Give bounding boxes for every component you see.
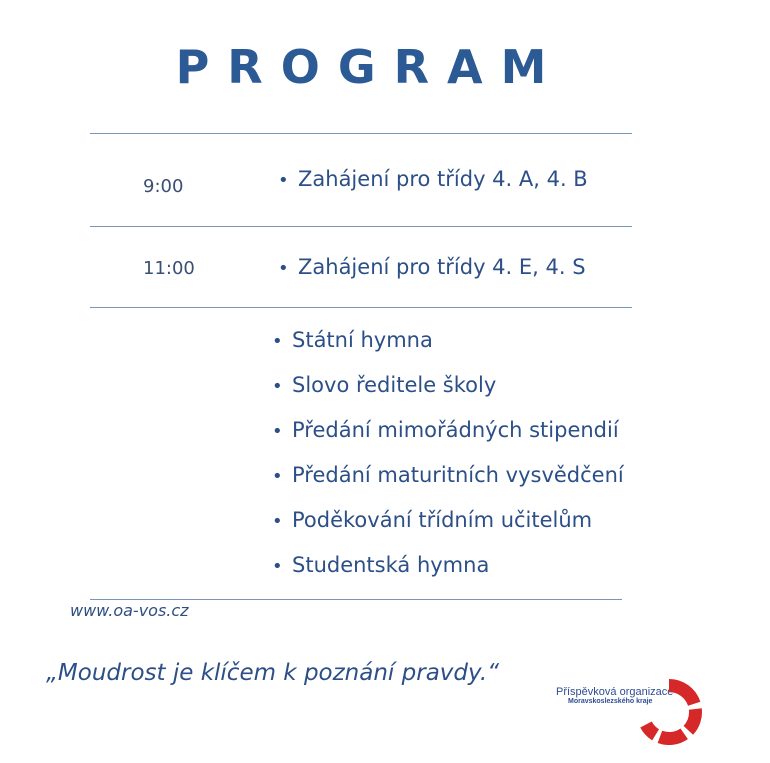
list-item-label: Studentská hymna — [292, 553, 490, 577]
organization-line1: Příspěvková organizace — [556, 686, 674, 698]
list-item — [272, 547, 624, 592]
list-item-label: Poděkování třídním učitelům — [292, 508, 593, 532]
divider-line — [90, 307, 632, 308]
list-item — [272, 502, 624, 547]
logo-icon — [636, 679, 702, 745]
list-item-label: Předání mimořádných stipendií — [292, 418, 619, 442]
list-item — [272, 412, 624, 457]
divider-line — [90, 133, 632, 134]
list-item-label: Slovo ředitele školy — [292, 373, 497, 397]
divider-line — [90, 226, 632, 227]
divider-line — [90, 599, 622, 600]
list-item-label: Předání maturitních vysvědčení — [292, 463, 624, 487]
bullet-icon: • — [272, 331, 283, 352]
schedule-item-label: Zahájení pro třídy 4. E, 4. S — [298, 255, 586, 279]
organization-line2: Moravskoslezského kraje — [568, 698, 653, 705]
program-list — [272, 322, 624, 592]
list-item-label: Státní hymna — [292, 328, 433, 352]
schedule-item — [278, 167, 588, 191]
bullet-icon: • — [272, 556, 283, 577]
motto-quote: „Moudrost je klíčem k poznání pravdy.“ — [46, 660, 500, 686]
list-item — [272, 367, 624, 412]
page-title: PROGRAM — [175, 40, 565, 94]
schedule-time: 11:00 — [143, 258, 195, 279]
schedule-item — [278, 255, 586, 279]
schedule-item-label: Zahájení pro třídy 4. A, 4. B — [298, 167, 588, 191]
schedule-time: 9:00 — [143, 176, 184, 197]
bullet-icon: • — [278, 170, 289, 191]
bullet-icon: • — [272, 511, 283, 532]
bullet-icon: • — [272, 421, 283, 442]
list-item — [272, 457, 624, 502]
bullet-icon: • — [272, 466, 283, 487]
bullet-icon: • — [278, 258, 289, 279]
list-item — [272, 322, 624, 367]
website-link[interactable]: www.oa-vos.cz — [70, 601, 189, 620]
bullet-icon: • — [272, 376, 283, 397]
